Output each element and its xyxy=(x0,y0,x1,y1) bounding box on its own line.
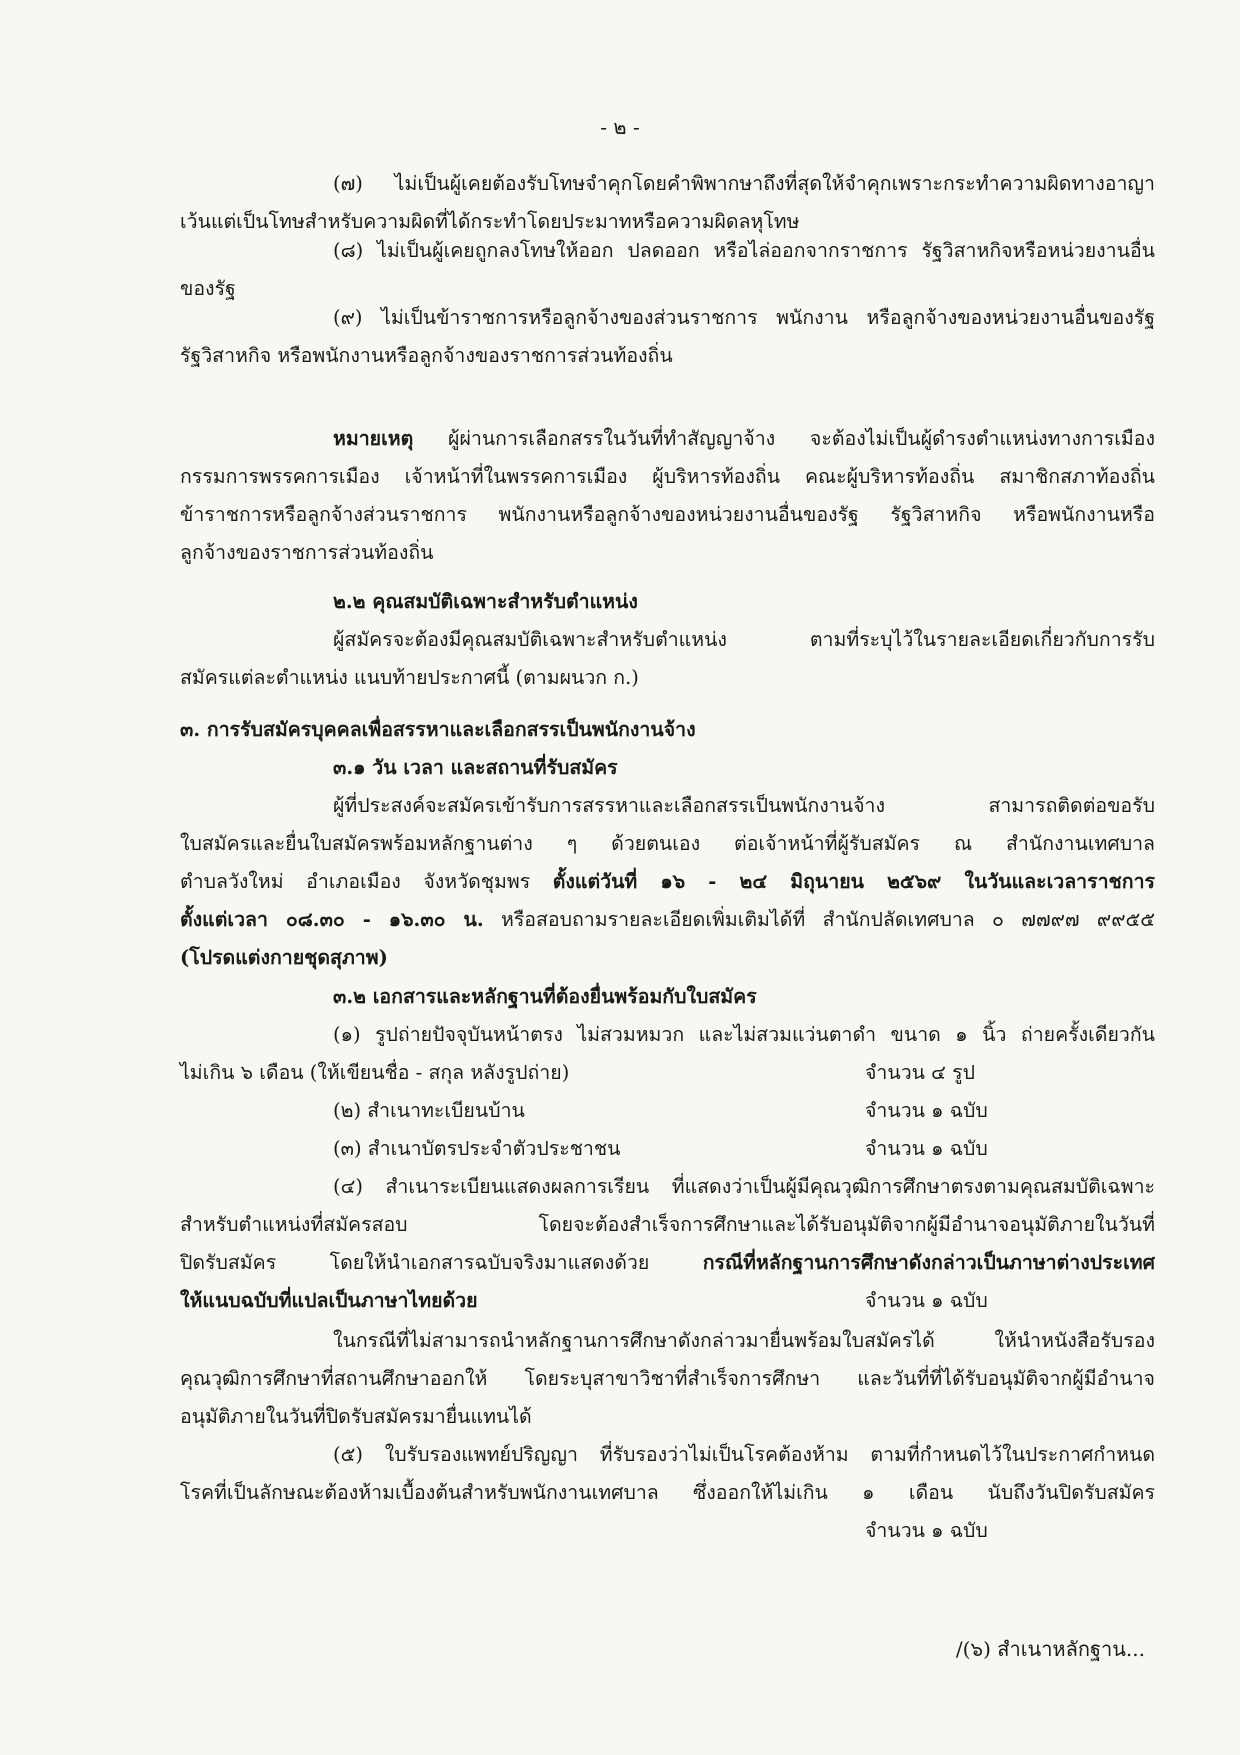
section-3-1-line-2: ใบสมัครและยื่นใบสมัครพร้อมหลักฐานต่าง ๆ ด้วยตนเอง ต่อเจ้าหน้าที่ผู้รับสมัคร ณ สำนักงานเทศบาล xyxy=(180,832,1155,855)
note-line-1-text: ผู้ผ่านการเลือกสรรในวันที่ทำสัญญาจ้าง จะต้องไม่เป็นผู้ดำรงตำแหน่งทางการเมือง xyxy=(413,427,1155,450)
doc-4-line-3 xyxy=(180,1244,1155,1282)
doc-4-line-4 xyxy=(180,1282,1155,1320)
section-3-heading: ๓. การรับสมัครบุคคลเพื่อสรรหาและเลือกสรรเป็นพนักงานจ้าง xyxy=(180,718,696,741)
section-3-2-heading: ๓.๒ เอกสารและหลักฐานที่ต้องยื่นพร้อมกับใบสมัคร xyxy=(333,985,757,1008)
doc-1-line-2 xyxy=(180,1054,1155,1092)
doc-5-line-1: (๕) ใบรับรองแพทย์ปริญญา ที่รับรองว่าไม่เป็นโรคต้องห้าม ตามที่กำหนดไว้ในประกาศกำหนด xyxy=(333,1443,1155,1466)
dress-code-note: (โปรดแต่งกายชุดสุภาพ) xyxy=(180,946,388,969)
doc-1-quantity: จำนวน ๔ รูป xyxy=(865,1061,975,1084)
item-9-line-2: รัฐวิสาหกิจ หรือพนักงานหรือลูกจ้างของราชการส่วนท้องถิ่น xyxy=(180,344,673,367)
item-7 xyxy=(180,165,1155,241)
section-2-2-line-2: สมัครแต่ละตำแหน่ง แนบท้ายประกาศนี้ (ตามผนวก ก.) xyxy=(180,666,639,689)
doc-4-quantity: จำนวน ๑ ฉบับ xyxy=(865,1289,988,1312)
doc-1-line-2-text: ไม่เกิน ๖ เดือน (ให้เขียนชื่อ - สกุล หลังรูปถ่าย) xyxy=(180,1061,570,1084)
page-number: - ๒ - xyxy=(600,115,640,139)
doc-4-line-1: (๔) สำเนาระเบียนแสดงผลการเรียน ที่แสดงว่าเป็นผู้มีคุณวุฒิการศึกษาตรงตามคุณสมบัติเฉพาะ xyxy=(333,1175,1155,1198)
section-3-1-line-3-text: ตำบลวังใหม่ อำเภอเมือง จังหวัดชุมพร xyxy=(180,870,553,893)
doc-5-quantity: จำนวน ๑ ฉบับ xyxy=(865,1519,988,1542)
application-hours: ตั้งแต่เวลา ๐๘.๓๐ - ๑๖.๓๐ น. xyxy=(180,908,484,931)
note-line-1 xyxy=(180,420,1155,458)
alternative-certificate-paragraph xyxy=(180,1322,1155,1436)
section-3-1-line-4 xyxy=(180,901,1155,939)
section-3-1 xyxy=(180,749,1155,977)
section-3-2 xyxy=(180,978,1155,1320)
foreign-language-note: กรณีที่หลักฐานการศึกษาดังกล่าวเป็นภาษาต่างประเทศ xyxy=(702,1251,1155,1274)
section-3-1-heading: ๓.๑ วัน เวลา และสถานที่รับสมัคร xyxy=(333,756,618,779)
contact-phone-text: หรือสอบถามรายละเอียดเพิ่มเติมได้ที่ สำนักปลัดเทศบาล ๐ ๗๗๙๗ ๙๙๕๕ xyxy=(483,908,1155,931)
doc-3 xyxy=(180,1130,1155,1168)
section-3-1-line-1: ผู้ที่ประสงค์จะสมัครเข้ารับการสรรหาและเลือกสรรเป็นพนักงานจ้าง สามารถติดต่อขอรับ xyxy=(333,794,1155,817)
doc-4-line-3-text: ปิดรับสมัคร โดยให้นำเอกสารฉบับจริงมาแสดงด้วย xyxy=(180,1251,703,1274)
alt-line-3: อนุมัติภายในวันที่ปิดรับสมัครมายื่นแทนได้ xyxy=(180,1405,532,1428)
translation-note: ให้แนบฉบับที่แปลเป็นภาษาไทยด้วย xyxy=(180,1289,478,1312)
doc-3-quantity: จำนวน ๑ ฉบับ xyxy=(865,1137,988,1160)
doc-4-line-2: สำหรับตำแหน่งที่สมัครสอบ โดยจะต้องสำเร็จการศึกษาและได้รับอนุมัติจากผู้มีอำนาจอนุมัติภายในวันที่ xyxy=(180,1213,1155,1236)
item-9 xyxy=(180,299,1155,375)
doc-2-text: (๒) สำเนาทะเบียนบ้าน xyxy=(333,1099,525,1122)
item-8-line-1: (๘) ไม่เป็นผู้เคยถูกลงโทษให้ออก ปลดออก หรือไล่ออกจากราชการ รัฐวิสาหกิจหรือหน่วยงานอื่น xyxy=(333,239,1155,262)
item-7-line-2: เว้นแต่เป็นโทษสำหรับความผิดที่ได้กระทำโดยประมาทหรือความผิดลหุโทษ xyxy=(180,210,800,233)
alt-line-2: คุณวุฒิการศึกษาที่สถานศึกษาออกให้ โดยระบุสาขาวิชาที่สำเร็จการศึกษา และวันที่ที่ได้รับอนุมัติจากผู้มีอำนาจ xyxy=(180,1367,1155,1390)
doc-3-text: (๓) สำเนาบัตรประจำตัวประชาชน xyxy=(333,1137,621,1160)
note-label: หมายเหตุ xyxy=(333,427,414,450)
item-7-line-1: (๗) ไม่เป็นผู้เคยต้องรับโทษจำคุกโดยคำพิพากษาถึงที่สุดให้จำคุกเพราะกระทำความผิดทางอาญา xyxy=(333,172,1155,195)
item-8-line-2: ของรัฐ xyxy=(180,277,236,300)
section-3 xyxy=(180,711,1155,749)
continuation-footer: /(๖) สำเนาหลักฐาน... xyxy=(955,1637,1145,1661)
note-line-2: กรรมการพรรคการเมือง เจ้าหน้าที่ในพรรคการเมือง ผู้บริหารท้องถิ่น คณะผู้บริหารท้องถิ่น สมาชิกสภาท้องถิ่น xyxy=(180,465,1155,488)
note-line-4: ลูกจ้างของราชการส่วนท้องถิ่น xyxy=(180,541,434,564)
note-line-3: ข้าราชการหรือลูกจ้างส่วนราชการ พนักงานหรือลูกจ้างของหน่วยงานอื่นของรัฐ รัฐวิสาหกิจ หรือพนักงานหรือ xyxy=(180,503,1155,526)
section-2-2-line-1: ผู้สมัครจะต้องมีคุณสมบัติเฉพาะสำหรับตำแหน่ง ตามที่ระบุไว้ในรายละเอียดเกี่ยวกับการรับ xyxy=(333,628,1155,651)
item-9-line-1: (๙) ไม่เป็นข้าราชการหรือลูกจ้างของส่วนราชการ พนักงาน หรือลูกจ้างของหน่วยงานอื่นของรัฐ xyxy=(333,306,1155,329)
doc-5 xyxy=(180,1436,1155,1542)
section-2-2-heading: ๒.๒ คุณสมบัติเฉพาะสำหรับตำแหน่ง xyxy=(333,590,638,613)
section-3-1-line-3 xyxy=(180,863,1155,901)
doc-5-line-2: โรคที่เป็นลักษณะต้องห้ามเบื้องต้นสำหรับพนักงานเทศบาล ซึ่งออกให้ไม่เกิน ๑ เดือน นับถึงวันปิดรับสมัคร xyxy=(180,1481,1155,1504)
section-2-2 xyxy=(180,583,1155,697)
alt-line-1: ในกรณีที่ไม่สามารถนำหลักฐานการศึกษาดังกล่าวมายื่นพร้อมใบสมัครได้ ให้นำหนังสือรับรอง xyxy=(333,1329,1155,1352)
doc-2-quantity: จำนวน ๑ ฉบับ xyxy=(865,1099,988,1122)
doc-2 xyxy=(180,1092,1155,1130)
doc-1-line-1: (๑) รูปถ่ายปัจจุบันหน้าตรง ไม่สวมหมวก และไม่สวมแว่นตาดำ ขนาด ๑ นิ้ว ถ่ายครั้งเดียวกัน xyxy=(333,1023,1155,1046)
item-8 xyxy=(180,232,1155,308)
note-paragraph xyxy=(180,420,1155,572)
application-dates: ตั้งแต่วันที่ ๑๖ - ๒๔ มิถุนายน ๒๕๖๙ ในวันและเวลาราชการ xyxy=(552,870,1155,893)
